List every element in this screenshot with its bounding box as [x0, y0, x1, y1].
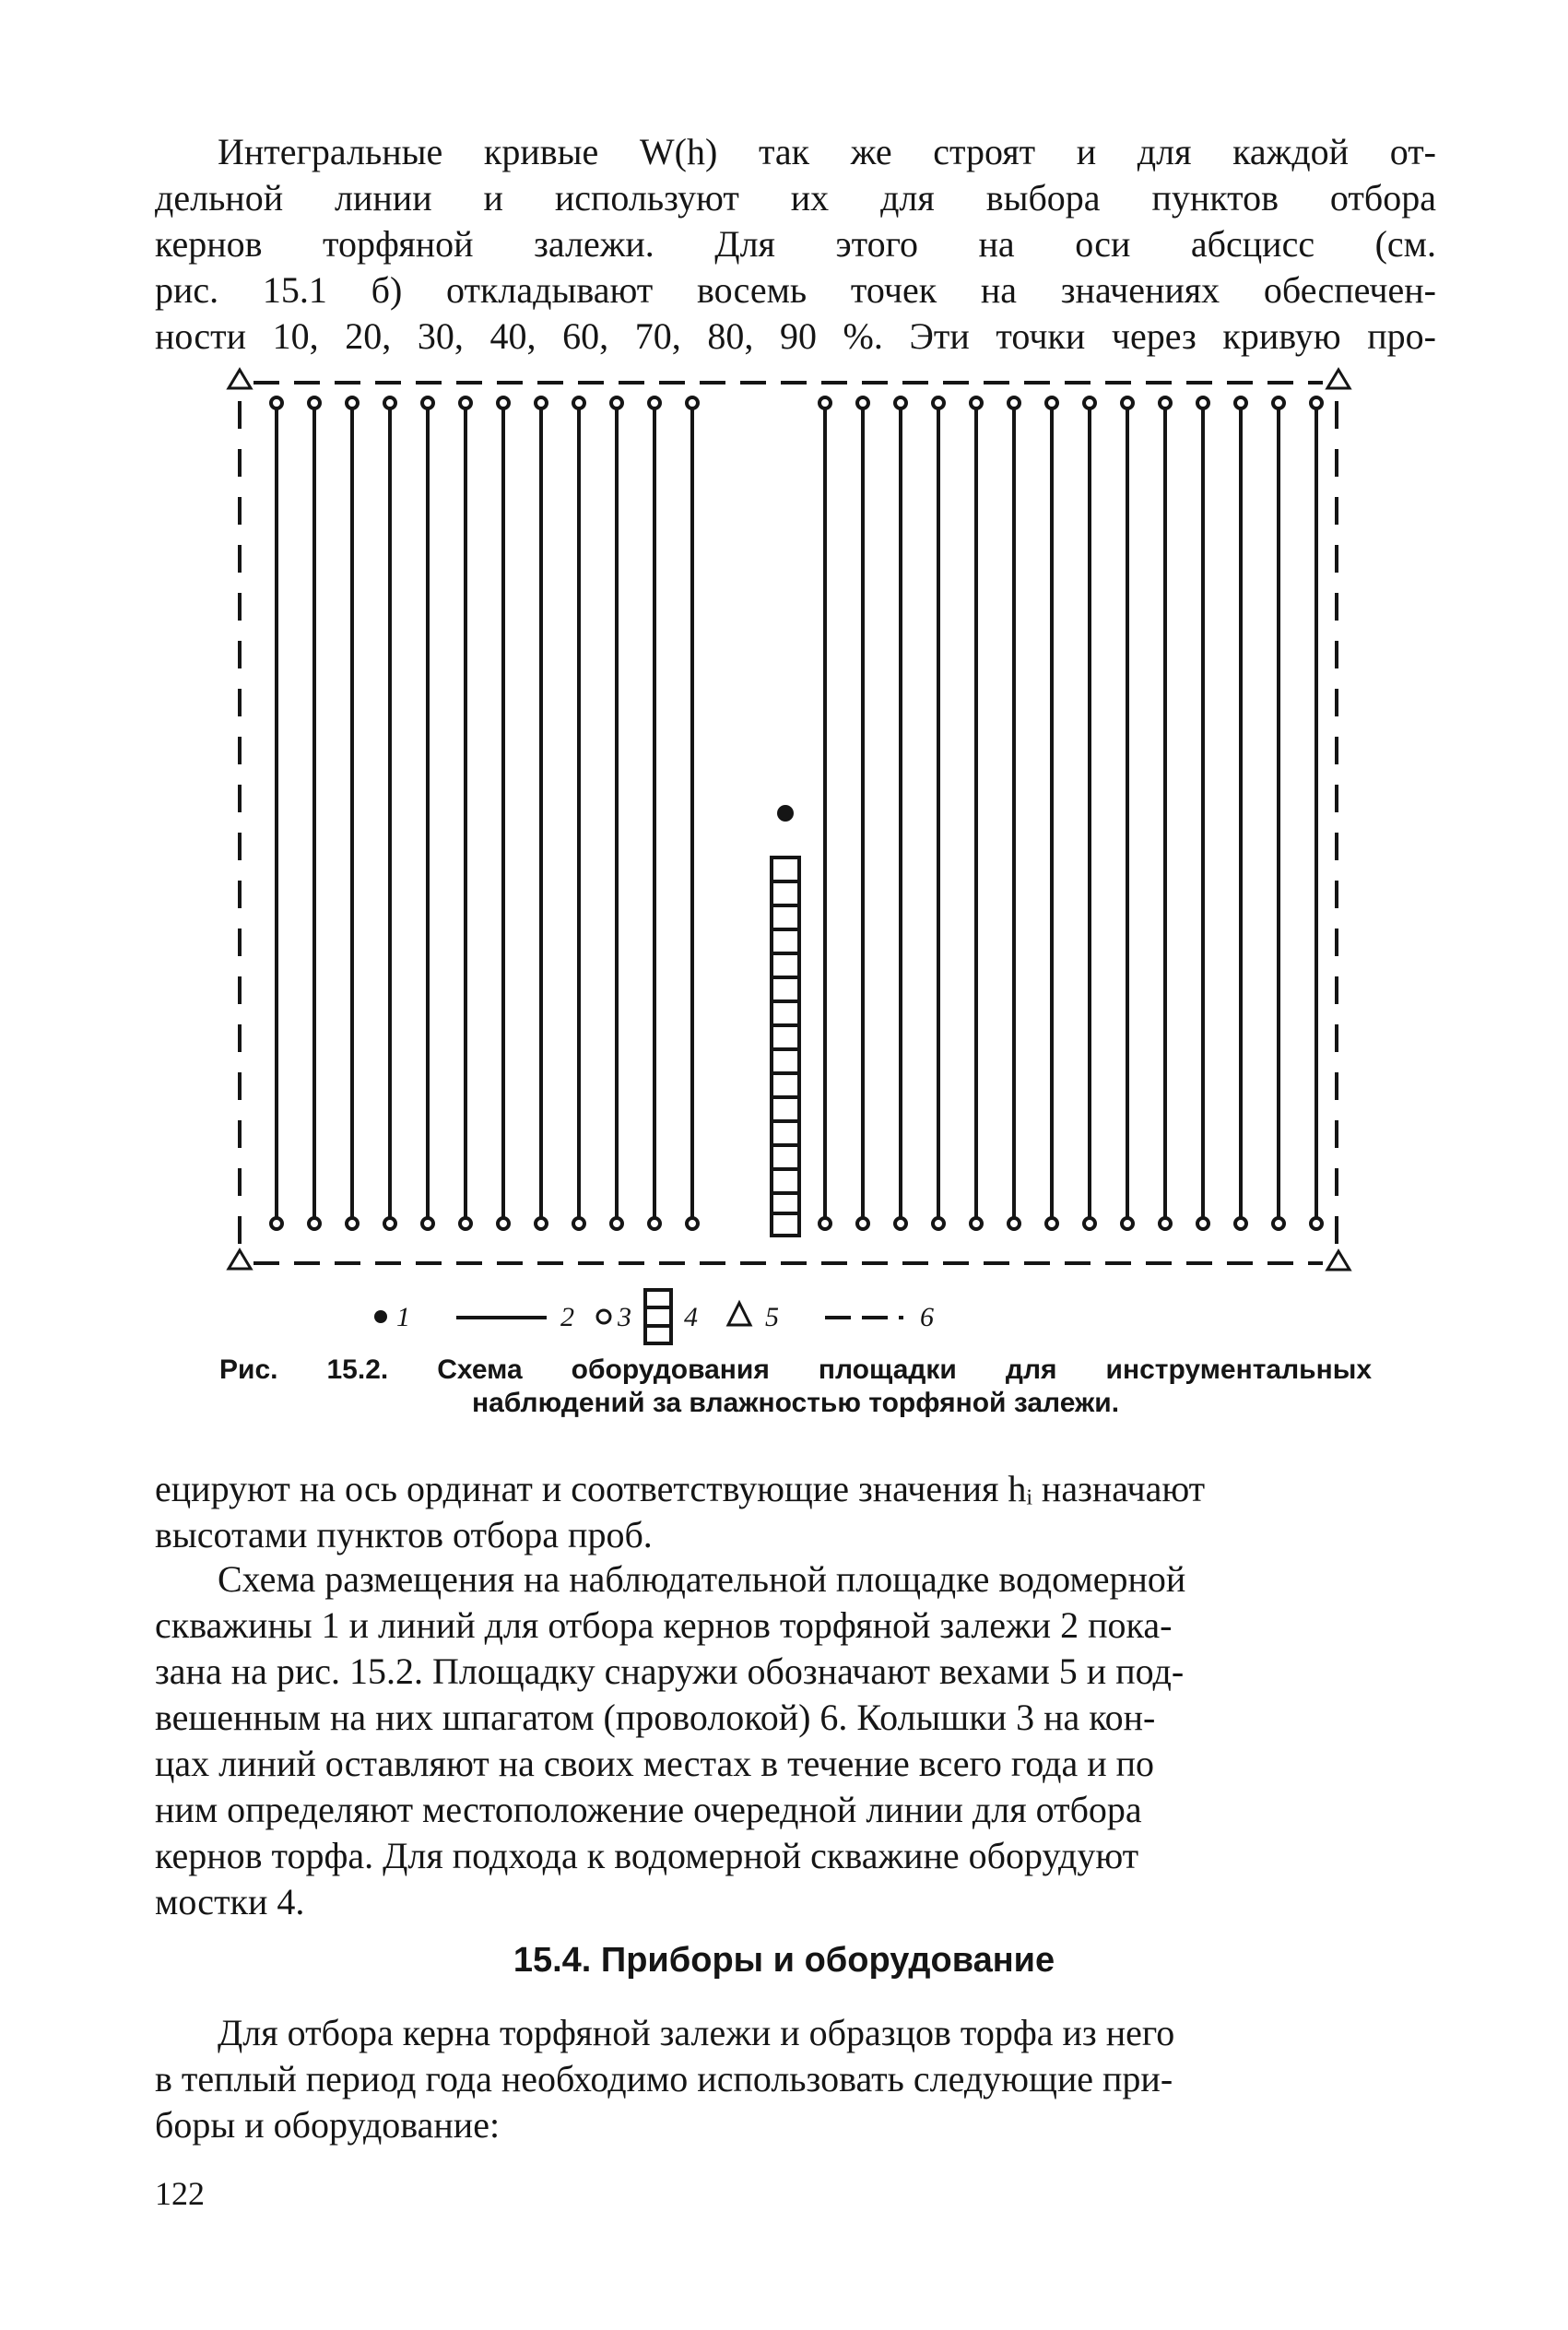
legend-symbol-boardwalk — [645, 1290, 671, 1343]
text-line: ецируют на ось ординат и соответствующие значения hᵢ назначают — [155, 1468, 1206, 1509]
legend-label-3: 3 — [618, 1302, 631, 1332]
figure-legend — [374, 1290, 934, 1343]
paragraph-equipment — [155, 2010, 1436, 2148]
boardwalk — [772, 857, 799, 1236]
text-line: мостки 4. — [155, 1881, 305, 1922]
paragraph-scheme-description — [155, 1556, 1436, 1925]
text-line: Интегральные кривые W(h) так же строят и для каждой от- — [218, 131, 1436, 172]
sampling-line — [1273, 397, 1284, 1229]
figure-caption — [219, 1354, 1372, 1420]
sampling-lines-right — [819, 397, 1322, 1229]
sampling-line — [687, 397, 698, 1229]
legend-label-5: 5 — [765, 1302, 779, 1332]
text-line: высотами пунктов отбора проб. — [155, 1514, 653, 1555]
legend-symbol-well — [374, 1310, 387, 1323]
sampling-line — [1008, 397, 1020, 1229]
sampling-line — [384, 397, 395, 1229]
paragraph-continuation — [155, 1466, 1436, 1558]
sampling-line — [857, 397, 868, 1229]
sampling-line — [573, 397, 584, 1229]
water-gauge-well — [777, 805, 794, 822]
text-line: ним определяют местоположение очередной линии для отбора — [155, 1789, 1142, 1830]
legend-symbol-marker — [728, 1303, 750, 1325]
text-line: дельной линии и используют их для выбора пунктов отбора — [155, 177, 1436, 219]
sampling-line — [1160, 397, 1171, 1229]
sampling-line — [649, 397, 660, 1229]
text-line: кернов торфа. Для подхода к водомерной скважине оборудуют — [155, 1835, 1139, 1876]
sampling-line — [895, 397, 906, 1229]
sampling-line — [422, 397, 433, 1229]
page-number: 122 — [155, 2175, 205, 2212]
legend-label-4: 4 — [684, 1302, 698, 1332]
sampling-line — [819, 397, 831, 1229]
sampling-line — [1046, 397, 1057, 1229]
section-heading: 15.4. Приборы и оборудование — [513, 1941, 1055, 1980]
marker-triangle-top-left — [229, 370, 251, 388]
sampling-line — [498, 397, 509, 1229]
text-line: Схема размещения на наблюдательной площадке водомерной — [218, 1558, 1186, 1600]
sampling-line — [460, 397, 471, 1229]
sampling-line — [611, 397, 622, 1229]
text-line: Для отбора керна торфяной залежи и образцов торфа из него — [218, 2012, 1175, 2053]
marker-triangle-bottom-right — [1327, 1251, 1350, 1270]
sampling-line — [971, 397, 982, 1229]
sampling-line — [1235, 397, 1246, 1229]
text-line: ности 10, 20, 30, 40, 60, 70, 80, 90 %. Эти точки через кривую про- — [155, 315, 1436, 357]
sampling-line — [536, 397, 547, 1229]
legend-label-2: 2 — [560, 1302, 574, 1332]
text-line: скважины 1 и линий для отбора кернов торфяной залежи 2 пока- — [155, 1604, 1173, 1646]
text-line: вешенным на них шпагатом (проволокой) 6. Колышки 3 на кон- — [155, 1697, 1156, 1738]
sampling-line — [271, 397, 282, 1229]
text-line: в теплый период года необходимо использовать следующие при- — [155, 2058, 1173, 2099]
sampling-line — [1122, 397, 1133, 1229]
sampling-line — [1197, 397, 1208, 1229]
sampling-line — [1084, 397, 1095, 1229]
text-line: цах линий оставляют на своих местах в течение всего года и по — [155, 1743, 1155, 1784]
marker-triangle-bottom-left — [229, 1250, 251, 1269]
marker-triangle-top-right — [1327, 370, 1350, 388]
text-line: кернов торфяной залежи. Для этого на оси абсцисс (см. — [155, 223, 1436, 265]
figure-site-scheme — [212, 364, 1373, 1351]
caption-line: Рис. 15.2. Схема оборудования площадки для инструментальных — [219, 1354, 1372, 1385]
sampling-line — [1311, 397, 1322, 1229]
text-line: боры и оборудование: — [155, 2104, 501, 2146]
text-line: рис. 15.1 б) откладывают восемь точек на значениях обеспечен- — [155, 269, 1436, 311]
legend-symbol-peg — [597, 1310, 610, 1323]
caption-line: наблюдений за влажностью торфяной залежи. — [471, 1388, 1120, 1418]
sampling-line — [347, 397, 358, 1229]
sampling-line — [309, 397, 320, 1229]
paragraph-intro — [155, 129, 1436, 360]
legend-label-6: 6 — [920, 1302, 934, 1332]
sampling-line — [933, 397, 944, 1229]
legend-label-1: 1 — [396, 1302, 410, 1332]
text-line: зана на рис. 15.2. Площадку снаружи обозначают вехами 5 и под- — [155, 1650, 1185, 1692]
sampling-lines-left — [271, 397, 698, 1229]
